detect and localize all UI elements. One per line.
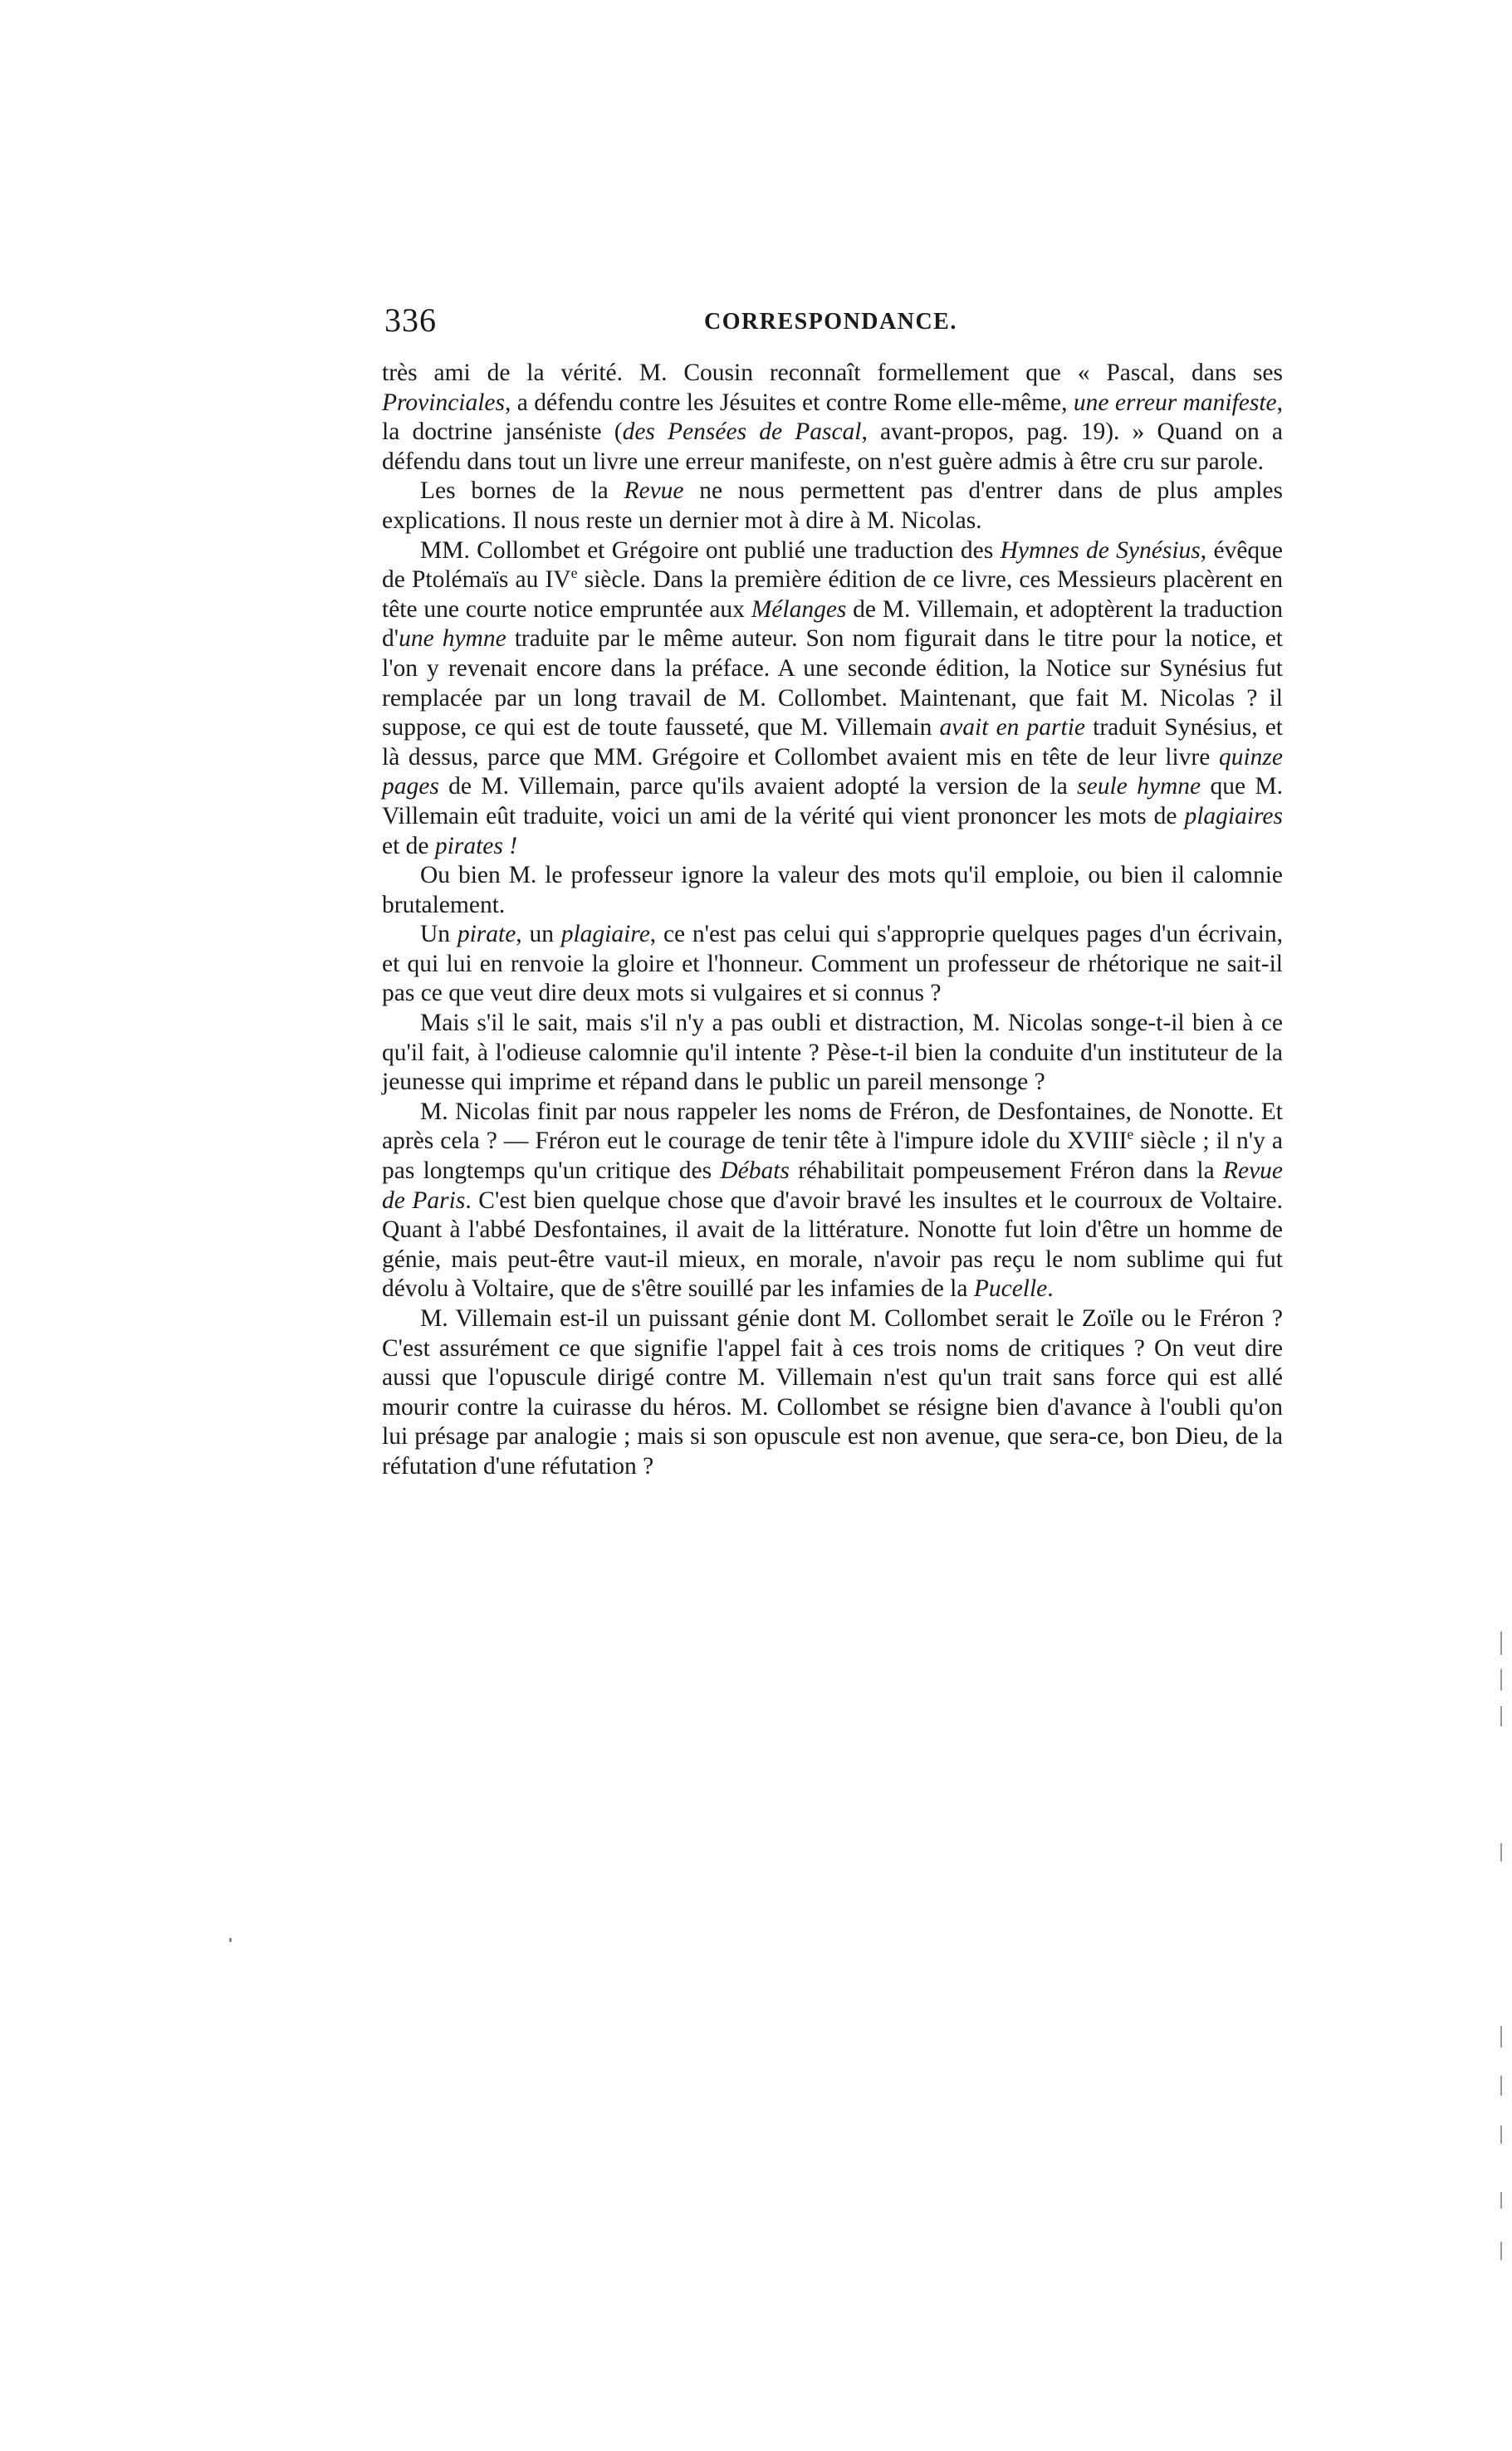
text-run: . (1047, 1275, 1054, 1303)
italic-text: une erreur manifeste (1073, 389, 1277, 416)
italic-text: seule hymne (1077, 773, 1201, 800)
text-run: traduit Synésius, et là dessus, parce que MM. Grégoire et Collombet avaient mis en tête de leur livre (382, 714, 1283, 771)
page-number: 336 (384, 301, 437, 339)
text-run: Les bornes de la (420, 477, 624, 505)
paragraph (382, 1304, 1283, 1482)
text-run: . C'est bien quelque chose que d'avoir bravé les insultes et le courroux de Voltaire. Quant à l'abbé Desfontaines, il avait de la littérature. Nonotte fut loin d'être un homme de génie, mais peut-être vaut-il mieux, en morale, n'avoir pas reçu le nom sublime qui fut dévolu à Voltaire, que de s'être souillé par les infamies de la (382, 1186, 1283, 1303)
italic-text: Hymnes de Synésius (1000, 536, 1201, 564)
text-run: Ou bien M. le professeur ignore la valeur des mots qu'il emploie, ou bien il calomnie brutalement. (382, 862, 1283, 918)
text-run: M. Villemain est-il un puissant génie dont M. Collombet serait le Zoïle ou le Fréron ? C'est assurément ce que signifie l'appel fait à ces trois noms de critiques ? On veut dire aussi que l'opuscule dirigé contre M. Villemain n'est qu'un trait sans force qui est allé mourir contre la cuirasse du héros. M. Collombet se résigne bien d'avance à l'oubli qu'on lui présage par analogie ; mais si son opuscule est non avenue, que sera-ce, bon Dieu, de la réfutation d'une réfutation ? (382, 1305, 1283, 1480)
italic-text: plagiaires (1184, 802, 1283, 829)
text-run: siècle. Dans la première édition de ce livre, ces Messieurs placèrent en tête une courte notice empruntée aux (382, 566, 1283, 623)
text-run: , évêque de Ptolémaïs au IV (382, 536, 1284, 594)
paragraph (382, 1009, 1283, 1098)
text-run: siècle ; il n'y a pas longtemps qu'un critique des (382, 1128, 1283, 1185)
scan-edge-mark (1500, 2126, 1502, 2144)
italic-text: plagiaire (560, 921, 650, 948)
italic-text: Débats (720, 1157, 790, 1185)
scan-edge-mark (1500, 1632, 1502, 1655)
paragraph (382, 359, 1283, 477)
paragraph (382, 536, 1283, 862)
text-run: réhabilitait pompeusement Fréron dans la (789, 1157, 1223, 1185)
scan-edge-mark (1500, 2026, 1502, 2047)
italic-text: des Pensées de Pascal (622, 418, 862, 446)
paragraph (382, 1098, 1283, 1304)
text-run: traduite par le même auteur. Son nom figurait dans le titre pour la notice, et l'on y revenait encore dans la préface. A une seconde édition, la Notice sur Synésius fut remplacée par un long travail de M. Collombet. Maintenant, que fait M. Nicolas ? il suppose, ce qui est de toute fausseté, que M. Villemain (382, 625, 1283, 741)
italic-text: Pucelle (973, 1275, 1048, 1303)
scan-speck (229, 1938, 232, 1942)
italic-text: avait en partie (939, 714, 1086, 741)
text-run: M. Nicolas finit par nous rappeler les noms de Fréron, de Desfontaines, de Nonotte. Et après cela ? — Fréron eut le courage de tenir tête à l'impure idole du XVIII (382, 1098, 1283, 1155)
scan-edge-mark (1500, 2242, 1502, 2260)
scan-edge-mark (1500, 2192, 1502, 2209)
italic-text: pirate (457, 921, 516, 948)
superscript: e (1127, 1126, 1134, 1143)
text-run: Mais s'il le sait, mais s'il n'y a pas oubli et distraction, M. Nicolas songe-t-il bien à ce qu'il fait, à l'odieuse calomnie qu'il intente ? Pèse-t-il bien la conduite d'un instituteur de la jeunesse qui imprime et répand dans le public un pareil mensonge ? (382, 1010, 1283, 1096)
scan-edge-mark (1500, 1706, 1502, 1726)
text-run: de M. Villemain, et adoptèrent la traduction d' (382, 595, 1283, 653)
paragraph (382, 920, 1283, 1009)
paragraph (382, 477, 1283, 536)
text-run: Un (420, 921, 458, 948)
italic-text: Revue (624, 477, 684, 505)
scan-edge-mark (1500, 2076, 1502, 2096)
scan-edge-mark (1500, 1669, 1502, 1690)
italic-text: Provinciales (382, 389, 506, 416)
scan-edge-mark (1500, 1843, 1502, 1861)
text-run: de M. Villemain, parce qu'ils avaient adopté la version de la (438, 773, 1078, 800)
italic-text: pirates ! (434, 832, 518, 859)
italic-text: une hymne (399, 625, 506, 653)
running-title: CORRESPONDANCE. (704, 309, 957, 335)
italic-text: Mélanges (751, 595, 847, 623)
text-run: et de (382, 832, 435, 859)
text-run: que M. Villemain eût traduite, voici un ami de la vérité qui vient prononcer les mots de (382, 773, 1284, 829)
text-run: MM. Collombet et Grégoire ont publié une traduction des (420, 536, 1001, 564)
body-text (382, 359, 1283, 1482)
text-run: , a défendu contre les Jésuites et contre Rome elle-même, (505, 389, 1074, 416)
paragraph (382, 861, 1283, 920)
text-run: très ami de la vérité. M. Cousin reconnaît formellement que « Pascal, dans ses (382, 360, 1283, 386)
text-run: , la doctrine janséniste ( (382, 389, 1284, 446)
italic-text: Revue de Paris (382, 1157, 1284, 1214)
text-run: , avant-propos, pag. 19). » Quand on a défendu dans tout un livre une erreur manifeste, on n'est guère admis à être cru sur parole. (382, 418, 1283, 475)
running-head (384, 301, 1285, 342)
superscript: e (570, 565, 578, 582)
text-run: , un (516, 921, 561, 948)
text-run: , ce n'est pas celui qui s'approprie quelques pages d'un écrivain, et qui lui en renvoie la gloire et l'honneur. Comment un professeur de rhétorique ne sait-il pas ce que veut dire deux mots si vulgaires et si connus ? (382, 921, 1284, 1007)
text-run: ne nous permettent pas d'entrer dans de plus amples explications. Il nous reste un dernier mot à dire à M. Nicolas. (382, 477, 1283, 534)
italic-text: quinze pages (382, 743, 1283, 800)
